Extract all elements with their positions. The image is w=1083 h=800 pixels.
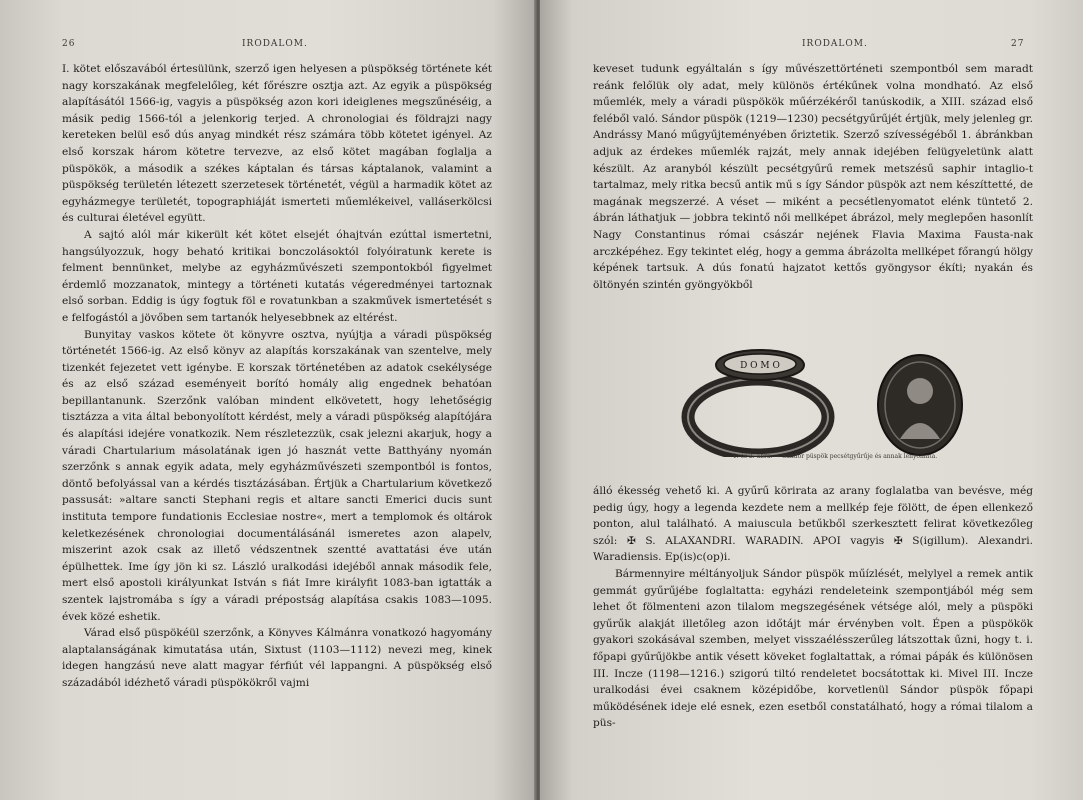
figure-caption: 1. és 2. ábra. — Sándor püspök pecsétgyűrűje és annak lenyomata.: [732, 453, 938, 460]
paragraph: Bunyitay vaskos kötete öt könyvre osztva, nyújtja a váradi püspökség történetét 1566-ig. Az első könyv az alapítás korszakának van szentelve, mely tizenkét fejezetet vett igénybe. E korszak történetében az adatok csekélysége és az első század eseményeit borító homály alig engednek behatóan bepillantanunk. Szerzőnk valóban mindent elkövetett, hogy lehetőségig tisztázza a vita által bebonyolított kérdést, mely a váradi püspökség alapítójára és alapítási idejére vonatkozik. Nem részletezzük, csak jelezni akarjuk, hogy a váradi Chartularium másolatának igen jó hasznát vette Batthyány nyomán szerzőnk s annak egyik adata, mely egyházművészeti szempontból is fontos, döntő befolyással van a kérdés tisztázásában. Értjük a Chartularium következő passusát: »altare sancti Stephani regis et altare sancti Emerici ducis sunt instituta tempore fundationis Ecclesiae nostre«, mert a templomok és oltárok keletkezésének chronologiai documentálásánál ismeretes azon alapelv, miszerint azok csak az illető védszentnek szentté avattatási éve után épülhettek. Ime így jön ki sz. László uralkodási idejéből annak második fele, mert első apostoli királyunkat István s fiát Imre királyfit 1083-ban igtatták a szentek lajstromába s így a váradi prépostság alapítása csakis 1083—1095. évek közé eshetik.: [62, 328, 492, 623]
page-number: 26: [62, 39, 76, 49]
paragraph: Bármennyire méltányoljuk Sándor püspök műízlését, melylyel a remek antik gemmát gyűrűjébe foglaltatta: egyházi rendeleteink szempontjából még sem lehet őt fölmenteni azon tilalom megszegésének vétsége alól, mely a püspöki gyűrűk alakját illetőleg azon időtájt már érvényben volt. Épen a püspökök gyakori szokásával szemben, melyet visszaélésszerűleg látszottak űzni, hogy t. i. főpapi gyűrűjökbe antik vésett köveket foglaltattak, a római pápák és különösen III. Incze (1198—1216.) szigorú tiltó rendeletet bocsátottak ki. Mivel III. Incze uralkodási évei csaknem középidőbe, korvetlenül Sándor püspök főpapi működésének ideje elé esnek, ezen esetből constatálható, hogy a római tilalom a püs-: [593, 567, 1033, 730]
running-head: IRODALOM.: [242, 39, 308, 49]
paragraph: keveset tudunk egyáltalán s így művészettörténeti szempontból sem maradt reánk felőlük oly adat, mely különös értékűnek volna mondható. Az első műemlék, mely a váradi püspökök műérzékéről tanúskodik, a XIII. század első feléből való. Sándor püspök (1219—1230) pecsétgyűrűjét értjük, mely jelenleg gr. Andrássy Manó műgyűjteményében őriztetik. Szerző szívességéből 1. ábránkban adjuk az érdekes műemlék rajzát, mely annak idejében felügyeletünk alatt készült. Az aranyból készült pecsétgyűrű remek metszésű saphir intaglio-t tartalmaz, mely ritka becsű antik mű s így Sándor püspök azt nem készíttetté, de magának megszerzé. A véset — miként a pecsétlenyomatot elénk tüntető 2. ábrán láthatjuk — jobbra tekintő női mellképet ábrázol, mely meglepően hasonlít Nagy Constantinus római császár nejének Flavia Maxima Fausta-nak arczképéhez. Egy tekintet elég, hogy a gemma ábrázolta mellképet főrangú hölgy képének tartsuk. A dús fonatú hajzatot kettős gyöngysor ékíti; nyakán és öltönyén szintén gyöngyökből: [593, 63, 1033, 291]
text-column: [62, 61, 492, 692]
seal-impression-drawing: [878, 355, 962, 455]
paragraph: A sajtó alól már kikerült két kötet elsejét óhajtván ezúttal ismertetni, hangsúlyozzuk, hogy beható kritikai bonczolásoktól folyóiratunk kerete is felment bennünket, melybe az egyházművészeti szempontokból figyelmet érdemlő mozzanatok, mintegy a történeti kutatás végeredményei tartoznak első sorban. Eddig is úgy fogtuk föl e rovatunkban a szakművek ismertetését s e felfogástól a jövőben sem tartanók helyesebbnek az eltérést.: [62, 228, 492, 324]
right-page: [540, 0, 1083, 800]
text-column-top: [593, 61, 1033, 293]
seal-ring-drawing: [688, 350, 828, 455]
ring-illustration: [680, 347, 980, 457]
text-column-bottom: [593, 483, 1033, 732]
running-head: IRODALOM.: [802, 39, 868, 49]
page-number: 27: [1011, 39, 1025, 49]
ring-inscription: D O M O: [740, 361, 780, 371]
paragraph: Várad első püspökéül szerzőnk, a Könyves Kálmánra vonatkozó hagyomány alaptalanságának kimutatása után, Sixtust (1103—1112) nevezi meg, kinek idegen hangzású neve alatt magyar férfiút vél lappangni. A püspökség első századából idézhető váradi püspökökről vajmi: [62, 627, 492, 689]
left-page: [0, 0, 536, 800]
paragraph: álló ékesség vehető ki. A gyűrű körirata az arany foglalatba van bevésve, még pedig úgy, hogy a legenda kezdete nem a mellkép feje fölött, de épen ellenkező ponton, alul található. A maiuscula betűkből szerkesztett felirat következőleg szól: ✠ S. ALAXANDRI. WARADIN. APOI vagyis ✠ S(igillum). Alexandri. Waradiensis. Ep(is)c(op)i.: [593, 485, 1033, 564]
paragraph: I. kötet előszavából értesülünk, szerző igen helyesen a püspökség története két nagy korszakának megfelelőleg, két főrészre osztja azt. Az egyik a püspökség alapításától 1566-ig, vagyis a püspökség azon kori ideiglenes megszűnéséig, a másik pedig 1566-tól a jelenkorig terjed. A chronologiai és földrajzi nagy kereteken belül eső dús anyag mindkét rész számára több kötetet igényel. Az első korszak három kötetre tervezve, az első kötet magában foglalja a püspökök, a második a székes káptalan és társas káptalanok, valamint a püspökség területén létezett szerzetesek történetét, végül a harmadik kötet az egyházmegye területét, topographiáját ismerteti műemlékeivel, valláserkölcsi és culturai életével együtt.: [62, 63, 492, 225]
